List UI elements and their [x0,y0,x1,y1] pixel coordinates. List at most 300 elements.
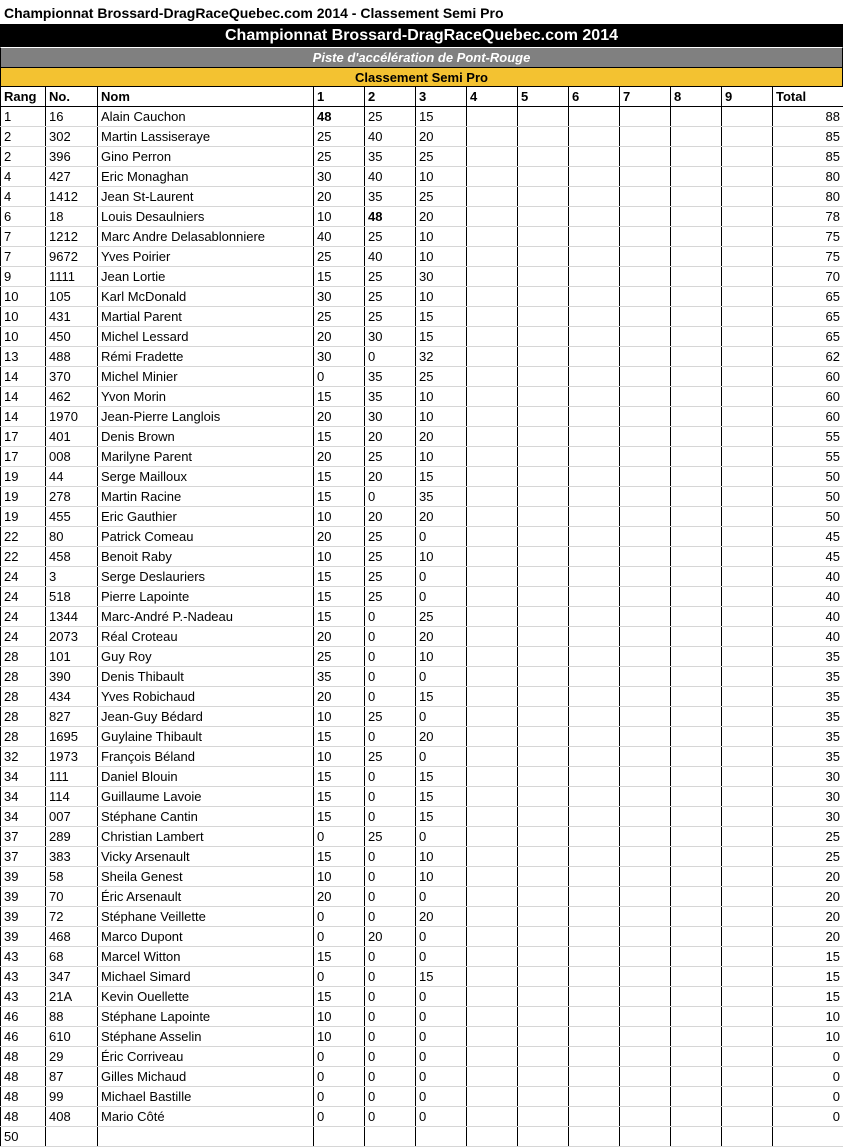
cell-race-1: 0 [314,967,365,987]
table-row [1,1067,843,1087]
cell-race-9 [722,167,773,187]
cell-race-1: 20 [314,327,365,347]
cell-number: 1344 [46,607,98,627]
cell-total: 20 [773,907,843,927]
cell-race-2: 35 [365,187,416,207]
cell-race-1: 15 [314,727,365,747]
cell-total: 80 [773,187,843,207]
cell-race-1: 0 [314,827,365,847]
cell-race-6 [569,1067,620,1087]
cell-name: Michael Bastille [98,1087,314,1107]
cell-total: 35 [773,707,843,727]
cell-race-7 [620,587,671,607]
cell-number: 72 [46,907,98,927]
cell-race-3 [416,1127,467,1147]
cell-race-4 [467,1127,518,1147]
cell-race-6 [569,887,620,907]
cell-total: 25 [773,827,843,847]
cell-race-1: 20 [314,187,365,207]
cell-race-6 [569,627,620,647]
cell-race-8 [671,247,722,267]
cell-race-9 [722,787,773,807]
cell-rang: 10 [1,327,46,347]
cell-race-8 [671,1127,722,1147]
cell-race-8 [671,207,722,227]
cell-race-7 [620,947,671,967]
cell-race-9 [722,527,773,547]
cell-name: Éric Arsenault [98,887,314,907]
cell-race-3: 20 [416,127,467,147]
cell-race-9 [722,387,773,407]
cell-total: 80 [773,167,843,187]
cell-total: 85 [773,127,843,147]
cell-race-2: 0 [365,687,416,707]
cell-race-3: 25 [416,607,467,627]
cell-rang: 28 [1,727,46,747]
cell-race-3: 0 [416,1107,467,1127]
table-row [1,947,843,967]
cell-name: Marc Andre Delasablonniere [98,227,314,247]
cell-race-8 [671,1027,722,1047]
cell-number: 431 [46,307,98,327]
cell-rang: 7 [1,247,46,267]
cell-race-7 [620,627,671,647]
cell-rang: 17 [1,447,46,467]
cell-race-8 [671,827,722,847]
cell-race-4 [467,847,518,867]
cell-total: 40 [773,567,843,587]
cell-number: 408 [46,1107,98,1127]
cell-race-5 [518,487,569,507]
cell-name: Stéphane Cantin [98,807,314,827]
cell-name: Vicky Arsenault [98,847,314,867]
cell-race-6 [569,667,620,687]
table-row [1,807,843,827]
cell-race-3: 0 [416,827,467,847]
cell-race-6 [569,747,620,767]
col-header-nom: Nom [98,87,314,107]
cell-number: 2073 [46,627,98,647]
cell-race-8 [671,867,722,887]
cell-race-6 [569,727,620,747]
cell-race-3: 15 [416,967,467,987]
cell-race-2: 20 [365,507,416,527]
cell-race-4 [467,927,518,947]
cell-race-4 [467,727,518,747]
cell-rang: 48 [1,1047,46,1067]
cell-race-8 [671,787,722,807]
cell-total: 45 [773,547,843,567]
cell-race-6 [569,647,620,667]
cell-race-1: 0 [314,1067,365,1087]
cell-rang: 1 [1,107,46,127]
cell-race-2: 0 [365,787,416,807]
cell-total: 60 [773,367,843,387]
table-row [1,327,843,347]
cell-race-2: 0 [365,967,416,987]
cell-race-3: 10 [416,387,467,407]
cell-race-2: 0 [365,767,416,787]
cell-race-4 [467,1107,518,1127]
cell-race-1: 15 [314,607,365,627]
cell-number: 396 [46,147,98,167]
cell-race-9 [722,1007,773,1027]
cell-race-4 [467,887,518,907]
cell-race-3: 0 [416,587,467,607]
cell-race-6 [569,1107,620,1127]
cell-name: Marco Dupont [98,927,314,947]
cell-rang: 37 [1,847,46,867]
cell-name: Jean-Guy Bédard [98,707,314,727]
cell-race-8 [671,1087,722,1107]
cell-race-1: 15 [314,467,365,487]
cell-race-6 [569,607,620,627]
cell-race-9 [722,427,773,447]
cell-race-9 [722,987,773,1007]
cell-race-4 [467,167,518,187]
cell-race-9 [722,1127,773,1147]
cell-race-7 [620,1107,671,1127]
cell-race-2: 25 [365,107,416,127]
cell-race-5 [518,447,569,467]
cell-race-9 [722,547,773,567]
table-row [1,907,843,927]
cell-name: Yves Poirier [98,247,314,267]
table-row [1,1107,843,1127]
cell-race-5 [518,867,569,887]
cell-race-4 [467,647,518,667]
cell-race-7 [620,267,671,287]
cell-name: Pierre Lapointe [98,587,314,607]
cell-race-9 [722,967,773,987]
cell-race-5 [518,827,569,847]
cell-race-3: 15 [416,767,467,787]
cell-race-5 [518,507,569,527]
cell-number: 1111 [46,267,98,287]
col-header-race-4: 4 [467,87,518,107]
cell-race-5 [518,967,569,987]
cell-race-9 [722,927,773,947]
cell-race-9 [722,407,773,427]
cell-number: 101 [46,647,98,667]
cell-total: 15 [773,967,843,987]
cell-total: 30 [773,787,843,807]
table-row [1,667,843,687]
cell-race-8 [671,947,722,967]
cell-number: 105 [46,287,98,307]
cell-race-5 [518,907,569,927]
cell-race-2: 25 [365,447,416,467]
cell-race-9 [722,267,773,287]
cell-race-6 [569,847,620,867]
cell-name: Louis Desaulniers [98,207,314,227]
table-row [1,987,843,1007]
cell-race-3: 0 [416,567,467,587]
table-row [1,467,843,487]
cell-race-1: 15 [314,567,365,587]
cell-race-6 [569,287,620,307]
cell-name: Daniel Blouin [98,767,314,787]
cell-number: 1973 [46,747,98,767]
cell-race-7 [620,1027,671,1047]
cell-race-3: 0 [416,747,467,767]
cell-name: Rémi Fradette [98,347,314,367]
col-header-race-8: 8 [671,87,722,107]
cell-race-2: 0 [365,1087,416,1107]
cell-race-8 [671,447,722,467]
cell-race-8 [671,567,722,587]
cell-race-6 [569,127,620,147]
cell-total: 35 [773,747,843,767]
cell-race-3: 15 [416,787,467,807]
cell-number: 99 [46,1087,98,1107]
cell-race-8 [671,907,722,927]
cell-race-2: 25 [365,827,416,847]
cell-race-9 [722,127,773,147]
cell-race-7 [620,807,671,827]
cell-race-4 [467,967,518,987]
cell-rang: 37 [1,827,46,847]
cell-race-1: 25 [314,247,365,267]
cell-race-2: 25 [365,587,416,607]
cell-number: 390 [46,667,98,687]
cell-race-9 [722,1067,773,1087]
cell-race-3: 20 [416,507,467,527]
cell-race-4 [467,507,518,527]
cell-total: 55 [773,427,843,447]
cell-race-4 [467,127,518,147]
cell-race-1: 0 [314,1107,365,1127]
cell-number: 370 [46,367,98,387]
cell-race-3: 20 [416,427,467,447]
cell-race-2: 25 [365,307,416,327]
cell-total: 0 [773,1107,843,1127]
cell-race-5 [518,367,569,387]
cell-race-7 [620,707,671,727]
cell-race-2: 25 [365,707,416,727]
cell-race-1: 40 [314,227,365,247]
cell-rang: 32 [1,747,46,767]
cell-race-6 [569,867,620,887]
cell-total: 35 [773,727,843,747]
cell-race-8 [671,547,722,567]
table-row [1,927,843,947]
cell-race-9 [722,207,773,227]
cell-race-5 [518,407,569,427]
cell-race-8 [671,307,722,327]
cell-race-9 [722,687,773,707]
cell-name: Jean Lortie [98,267,314,287]
cell-race-4 [467,687,518,707]
cell-race-1: 10 [314,547,365,567]
cell-number: 16 [46,107,98,127]
cell-total [773,1127,843,1147]
cell-race-7 [620,247,671,267]
cell-race-6 [569,167,620,187]
cell-rang: 48 [1,1067,46,1087]
cell-race-7 [620,347,671,367]
cell-name: Stéphane Veillette [98,907,314,927]
header-row [1,87,843,107]
cell-race-6 [569,247,620,267]
cell-race-5 [518,627,569,647]
cell-race-5 [518,187,569,207]
cell-number: 289 [46,827,98,847]
cell-race-7 [620,827,671,847]
cell-race-4 [467,627,518,647]
cell-race-4 [467,267,518,287]
cell-rang: 48 [1,1087,46,1107]
cell-race-7 [620,307,671,327]
cell-race-6 [569,827,620,847]
table-row [1,387,843,407]
table-row [1,727,843,747]
cell-number: 450 [46,327,98,347]
cell-race-2: 0 [365,887,416,907]
cell-race-2 [365,1127,416,1147]
cell-race-8 [671,287,722,307]
cell-race-8 [671,1107,722,1127]
cell-race-1: 30 [314,347,365,367]
cell-race-9 [722,247,773,267]
cell-race-6 [569,427,620,447]
cell-rang: 17 [1,427,46,447]
table-row [1,147,843,167]
cell-rang: 46 [1,1007,46,1027]
cell-total: 78 [773,207,843,227]
cell-race-8 [671,127,722,147]
table-row [1,427,843,447]
cell-total: 35 [773,667,843,687]
cell-race-9 [722,907,773,927]
cell-race-2: 25 [365,747,416,767]
cell-rang: 13 [1,347,46,367]
cell-race-5 [518,927,569,947]
cell-race-7 [620,547,671,567]
cell-race-1: 15 [314,427,365,447]
cell-race-2: 40 [365,167,416,187]
cell-name: Denis Brown [98,427,314,447]
table-row [1,647,843,667]
cell-rang: 9 [1,267,46,287]
cell-race-6 [569,267,620,287]
table-row [1,547,843,567]
cell-race-8 [671,607,722,627]
col-header-total: Total [773,87,843,107]
cell-race-3: 20 [416,627,467,647]
cell-race-8 [671,527,722,547]
cell-race-4 [467,387,518,407]
table-row [1,767,843,787]
cell-race-3: 0 [416,1067,467,1087]
cell-race-3: 10 [416,407,467,427]
cell-number: 80 [46,527,98,547]
cell-race-5 [518,127,569,147]
cell-race-9 [722,887,773,907]
cell-name: Michel Minier [98,367,314,387]
cell-race-1: 35 [314,667,365,687]
cell-race-3: 15 [416,687,467,707]
cell-race-4 [467,867,518,887]
cell-total: 0 [773,1087,843,1107]
cell-race-9 [722,767,773,787]
cell-number: 827 [46,707,98,727]
cell-race-2: 48 [365,207,416,227]
cell-race-1: 15 [314,787,365,807]
cell-race-8 [671,167,722,187]
cell-race-3: 10 [416,647,467,667]
cell-race-4 [467,307,518,327]
col-header-rang: Rang [1,87,46,107]
cell-race-8 [671,847,722,867]
cell-race-1: 10 [314,707,365,727]
cell-race-7 [620,207,671,227]
cell-race-1: 48 [314,107,365,127]
col-header-race-9: 9 [722,87,773,107]
cell-race-9 [722,867,773,887]
cell-race-3: 0 [416,1007,467,1027]
cell-rang: 24 [1,607,46,627]
cell-total: 50 [773,487,843,507]
cell-name: Stéphane Asselin [98,1027,314,1047]
cell-race-8 [671,427,722,447]
cell-name: Gilles Michaud [98,1067,314,1087]
table-row [1,707,843,727]
cell-name: Guillaume Lavoie [98,787,314,807]
cell-race-6 [569,987,620,1007]
cell-name: Eric Monaghan [98,167,314,187]
cell-race-8 [671,507,722,527]
table-row [1,1027,843,1047]
cell-race-3: 32 [416,347,467,367]
cell-race-2: 40 [365,127,416,147]
cell-race-4 [467,147,518,167]
cell-race-2: 0 [365,807,416,827]
cell-rang: 14 [1,407,46,427]
cell-race-2: 0 [365,627,416,647]
cell-rang: 39 [1,907,46,927]
cell-name: Martin Lassiseraye [98,127,314,147]
cell-race-3: 20 [416,727,467,747]
cell-race-2: 0 [365,1027,416,1047]
cell-race-5 [518,687,569,707]
cell-number: 68 [46,947,98,967]
cell-race-8 [671,647,722,667]
cell-name [98,1127,314,1147]
cell-race-1: 15 [314,847,365,867]
cell-race-9 [722,827,773,847]
cell-name: Kevin Ouellette [98,987,314,1007]
cell-race-5 [518,307,569,327]
cell-race-2: 40 [365,247,416,267]
table-row [1,1087,843,1107]
cell-number: 44 [46,467,98,487]
cell-race-4 [467,547,518,567]
cell-race-2: 25 [365,227,416,247]
cell-race-4 [467,1007,518,1027]
cell-race-6 [569,447,620,467]
cell-total: 0 [773,1047,843,1067]
cell-race-1: 30 [314,287,365,307]
cell-race-2: 35 [365,147,416,167]
table-row [1,187,843,207]
cell-race-1: 0 [314,1087,365,1107]
cell-race-7 [620,1067,671,1087]
cell-race-4 [467,447,518,467]
standings-table [0,87,843,1147]
cell-race-3: 25 [416,147,467,167]
cell-name: Marcel Witton [98,947,314,967]
